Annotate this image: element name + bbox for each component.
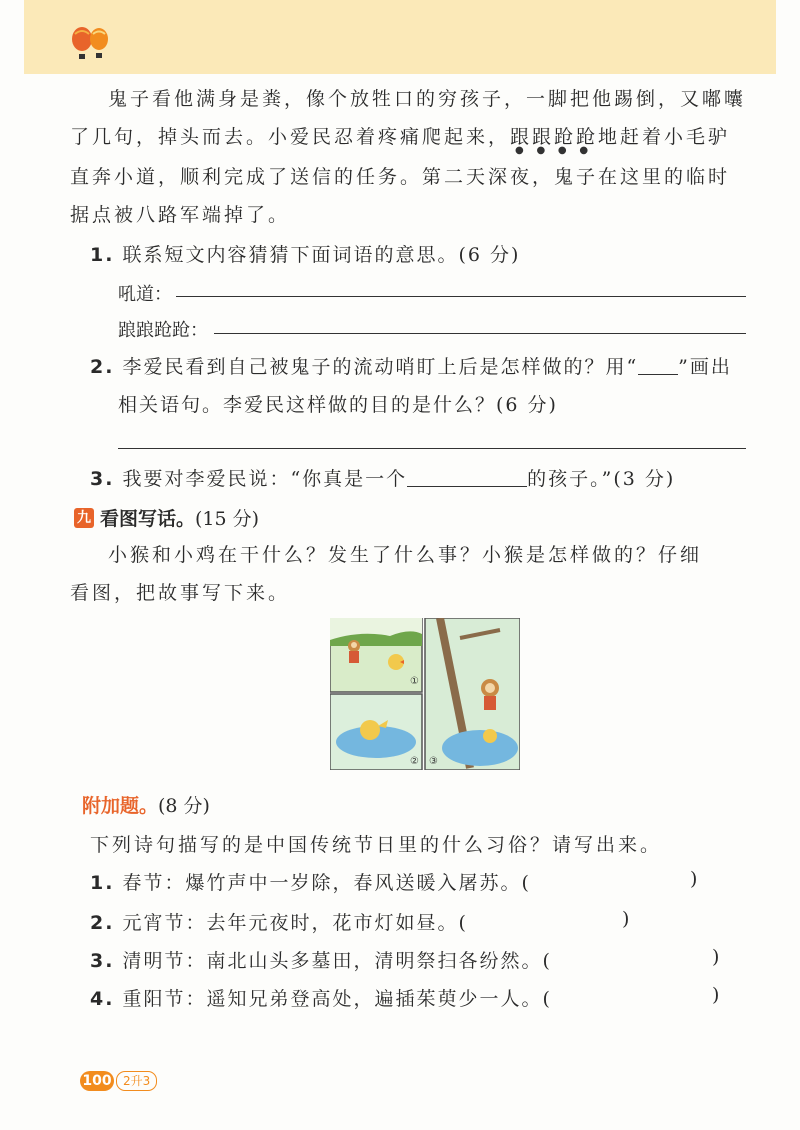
section-badge: 九	[74, 508, 94, 528]
section-points: (15 分)	[195, 508, 260, 530]
grade-badge: 2升3	[116, 1071, 157, 1091]
answer-paren-close-1[interactable]: )	[690, 868, 698, 890]
question-text-end: ”画出	[678, 356, 732, 378]
extra-intro: 下列诗句描写的是中国传统节日里的什么习俗？请写出来。	[90, 834, 663, 856]
question-number: 1.	[90, 244, 115, 266]
item-number: 4.	[90, 988, 115, 1010]
extra-item-1	[90, 868, 531, 895]
picture-story-illustration	[330, 618, 520, 770]
item-number: 3.	[90, 950, 115, 972]
question-number: 3.	[90, 468, 115, 490]
answer-paren-close-3[interactable]: )	[712, 946, 720, 968]
section-prompt-line-2: 看图，把故事写下来。	[70, 582, 291, 604]
passage-line-4: 据点被八路军端掉了。	[70, 204, 291, 226]
panel-label-3: ③	[429, 756, 438, 767]
extra-points: (8 分)	[158, 795, 210, 817]
question-1	[90, 240, 520, 267]
question-text-end: 的孩子。”(3 分)	[527, 468, 676, 490]
item-number: 2.	[90, 912, 115, 934]
question-2-line-2: 相关语句。李爱民这样做的目的是什么？(6 分)	[118, 394, 558, 416]
item-text: 元宵节：去年元夜时，花市灯如昼。(	[122, 912, 468, 934]
passage-line-2: 了几句，掉头而去。小爱民忍着疼痛爬起来，跟跟跄跄地赶着小毛驴	[70, 126, 731, 148]
question-text: 李爱民看到自己被鬼子的流动哨盯上后是怎样做的？用“	[122, 356, 639, 378]
item-text: 重阳节：遥知兄弟登高处，遍插茱萸少一人。(	[122, 988, 552, 1010]
section-prompt-line-1: 小猴和小鸡在干什么？发生了什么事？小猴是怎样做的？仔细	[108, 544, 703, 566]
emphasis-dots: ● ● ● ●	[515, 145, 589, 156]
answer-blank[interactable]	[407, 468, 527, 487]
extra-item-2	[90, 908, 468, 935]
word-label-2: 踉踉跄跄：	[118, 320, 208, 341]
header-band	[24, 0, 776, 74]
answer-line-2[interactable]	[214, 333, 746, 334]
extra-item-3	[90, 946, 552, 973]
answer-paren-close-2[interactable]: )	[622, 908, 630, 930]
passage-line-3: 直奔小道，顺利完成了送信的任务。第二天深夜，鬼子在这里的临时	[70, 166, 731, 188]
extra-item-4	[90, 984, 552, 1011]
item-text: 清明节：南北山头多墓田，清明祭扫各纷然。(	[122, 950, 552, 972]
word-label-1: 吼道：	[118, 284, 172, 305]
question-text: 我要对李爱民说：“你真是一个	[122, 468, 408, 490]
extra-section-title	[82, 791, 210, 818]
item-number: 1.	[90, 872, 115, 894]
question-2	[90, 352, 732, 379]
question-number: 2.	[90, 356, 115, 378]
item-text: 春节：爆竹声中一岁除，春风送暖入屠苏。(	[122, 872, 531, 894]
panel-label-1: ①	[410, 676, 419, 687]
answer-line-1[interactable]	[176, 296, 746, 297]
page-number: 100	[80, 1071, 114, 1091]
question-3	[90, 464, 675, 491]
passage-line-1: 鬼子看他满身是粪，像个放牲口的穷孩子，一脚把他踢倒，又嘟囔	[108, 88, 747, 110]
extra-title-text: 附加题。	[82, 795, 159, 817]
underline-sample	[638, 356, 678, 375]
answer-line-3[interactable]	[118, 448, 746, 449]
section-title-text: 看图写话。	[100, 508, 196, 530]
answer-paren-close-4[interactable]: )	[712, 984, 720, 1006]
panel-label-2: ②	[410, 756, 419, 767]
section-title	[100, 504, 259, 531]
question-text: 联系短文内容猜猜下面词语的意思。(6 分)	[122, 244, 521, 266]
hot-air-balloon-icon	[70, 26, 110, 62]
